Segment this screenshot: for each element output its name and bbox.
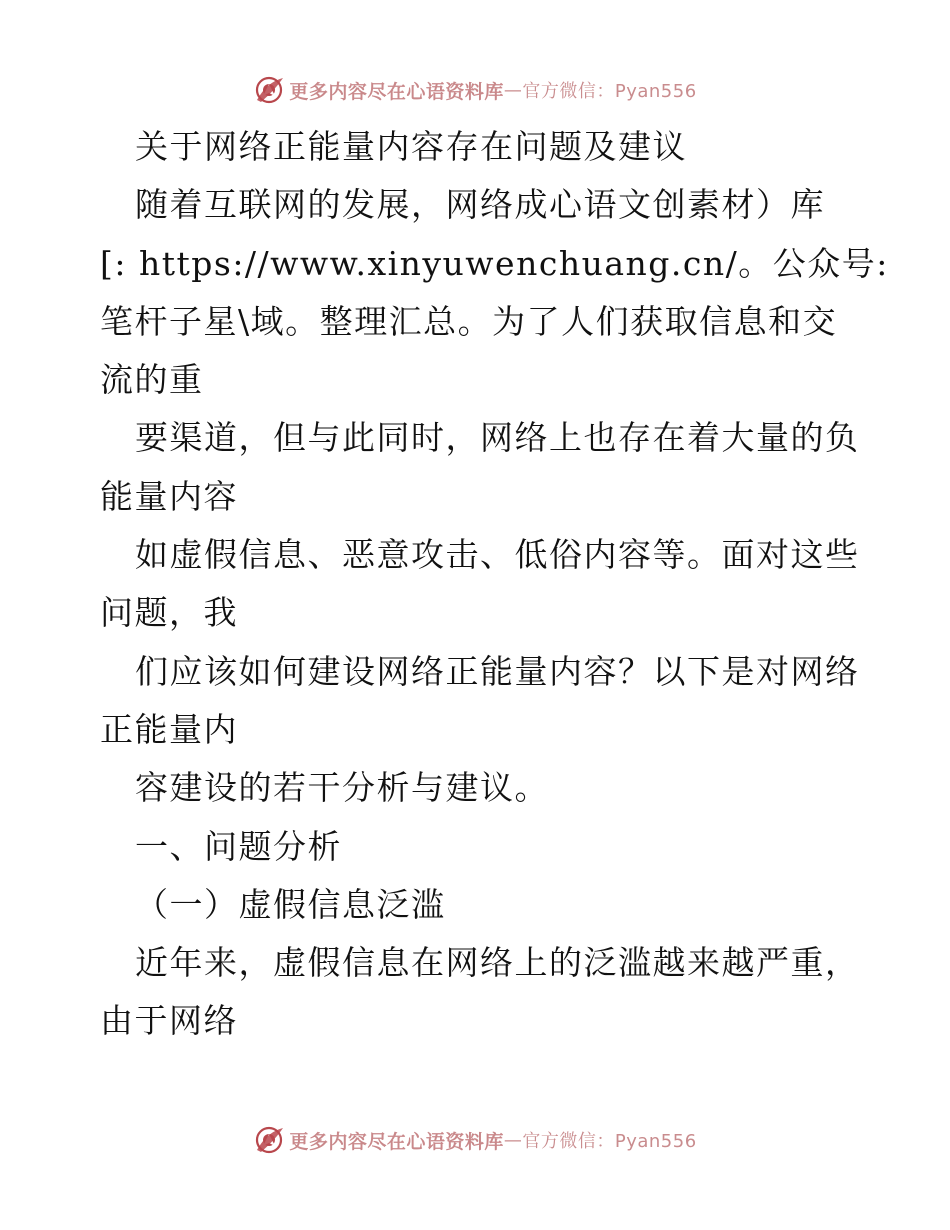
- watermark-main-text: 更多内容尽在心语资料库: [289, 80, 504, 103]
- watermark-dash: —: [503, 1129, 523, 1151]
- paragraph-line: 正能量内: [100, 709, 238, 749]
- paragraph-line: 要渠道，但与此同时，网络上也存在着大量的负: [135, 418, 860, 458]
- watermark-main-text: 更多内容尽在心语资料库: [289, 1130, 504, 1153]
- footer-watermark: [0, 1120, 950, 1160]
- paragraph-line: 流的重: [100, 360, 204, 400]
- watermark-contact-text: 官方微信：Pyan556: [522, 81, 697, 102]
- section-heading: 一、问题分析: [135, 826, 342, 866]
- paragraph-line: 由于网络: [100, 1001, 238, 1041]
- subsection-heading: （一）虚假信息泛滥: [135, 884, 446, 924]
- paragraph-line: 们应该如何建设网络正能量内容？以下是对网络: [135, 651, 860, 691]
- paragraph-line: 笔杆子星\域。整理汇总。为了人们获取信息和交: [100, 301, 838, 341]
- pen-logo-icon: [253, 74, 285, 106]
- pen-logo-icon: [253, 1124, 285, 1156]
- paragraph-line: 近年来，虚假信息在网络上的泛滥越来越严重，: [135, 943, 860, 983]
- paragraph-line: 随着互联网的发展，网络成心语文创素材）库: [135, 185, 825, 225]
- paragraph-line: [: https://www.xinyuwenchuang.cn/。公众号:: [100, 243, 889, 283]
- paragraph-line: 如虚假信息、恶意攻击、低俗内容等。面对这些: [135, 535, 860, 575]
- watermark-dash: —: [503, 79, 523, 101]
- header-watermark: [0, 70, 950, 110]
- paragraph-line: 问题，我: [100, 593, 238, 633]
- document-body: [100, 118, 889, 1051]
- document-title: 关于网络正能量内容存在问题及建议: [135, 127, 687, 166]
- paragraph-line: 容建设的若干分析与建议。: [135, 768, 549, 808]
- watermark-contact-text: 官方微信：Pyan556: [522, 1131, 697, 1152]
- paragraph-line: 能量内容: [100, 476, 238, 516]
